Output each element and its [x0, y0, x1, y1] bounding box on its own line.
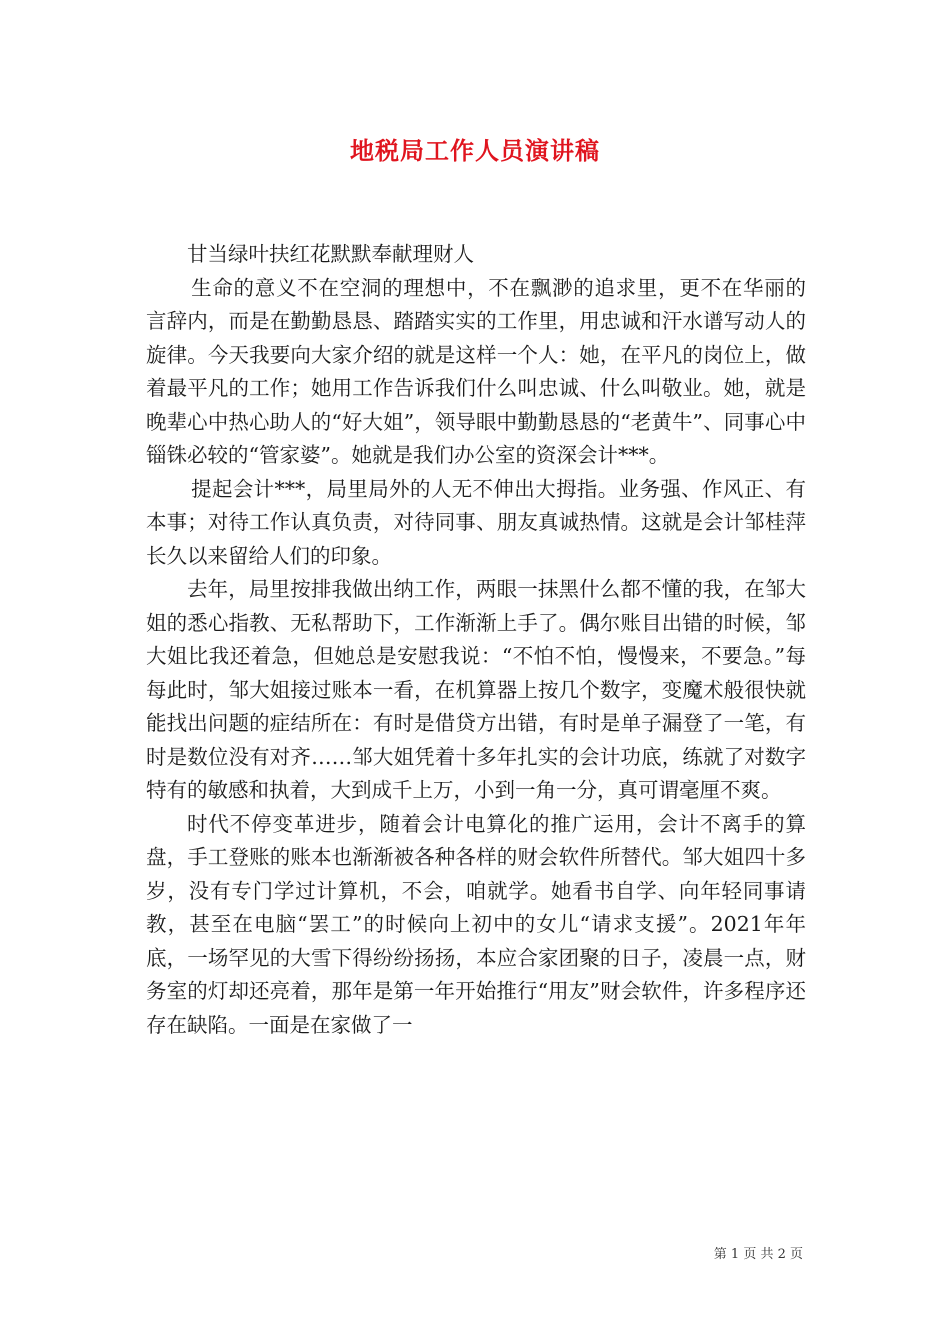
page-number-footer: 第 1 页 共 2 页	[713, 1247, 803, 1262]
document-body	[146, 238, 806, 1042]
speech-subtitle: 甘当绿叶扶红花默默奉献理财人	[187, 242, 474, 266]
paragraph-2: 提起会计***，局里局外的人无不伸出大拇指。业务强、作风正、有本事；对待工作认真负责，对待同事、朋友真诚热情。这就是会计邹桂萍长久以来留给人们的印象。	[146, 476, 806, 568]
paragraph-1: 生命的意义不在空洞的理想中，不在飘渺的追求里，更不在华丽的言辞内，而是在勤勤恳恳、踏踏实实的工作里，用忠诚和汗水谱写动人的旋律。今天我要向大家介绍的就是这样一个人：她，在平凡的岗位上，做着最平凡的工作；她用工作告诉我们什么叫忠诚、什么叫敬业。她，就是晚辈心中热心助人的“好大姐”，领导眼中勤勤恳恳的“老黄牛”、同事心中锱铢必较的“管家婆”。她就是我们办公室的资深会计***。	[146, 275, 806, 467]
paragraph-4: 时代不停变革进步，随着会计电算化的推广运用，会计不离手的算盘，手工登账的账本也渐渐被各种各样的财会软件所替代。邹大姐四十多岁，没有专门学过计算机，不会，咱就学。她看书自学、向年轻同事请教，甚至在电脑“罢工”的时候向上初中的女儿“请求支援”。2021年年底，一场罕见的大雪下得纷纷扬扬，本应合家团聚的日子，凌晨一点，财务室的灯却还亮着，那年是第一年开始推行“用友”财会软件，许多程序还存在缺陷。一面是在家做了一	[146, 811, 806, 1037]
paragraph-3: 去年，局里按排我做出纳工作，两眼一抹黑什么都不懂的我，在邹大姐的悉心指教、无私帮助下，工作渐渐上手了。偶尔账目出错的时候，邹大姐比我还着急，但她总是安慰我说：“不怕不怕，慢慢来，不要急。”每每此时，邹大姐接过账本一看，在机算器上按几个数字，变魔术般很快就能找出问题的症结所在：有时是借贷方出错，有时是单子漏登了一笔，有时是数位没有对齐……邹大姐凭着十多年扎实的会计功底，练就了对数字特有的敏感和执着，大到成千上万，小到一角一分，真可谓毫厘不爽。	[146, 577, 806, 802]
document-title: 地税局工作人员演讲稿	[350, 136, 600, 165]
